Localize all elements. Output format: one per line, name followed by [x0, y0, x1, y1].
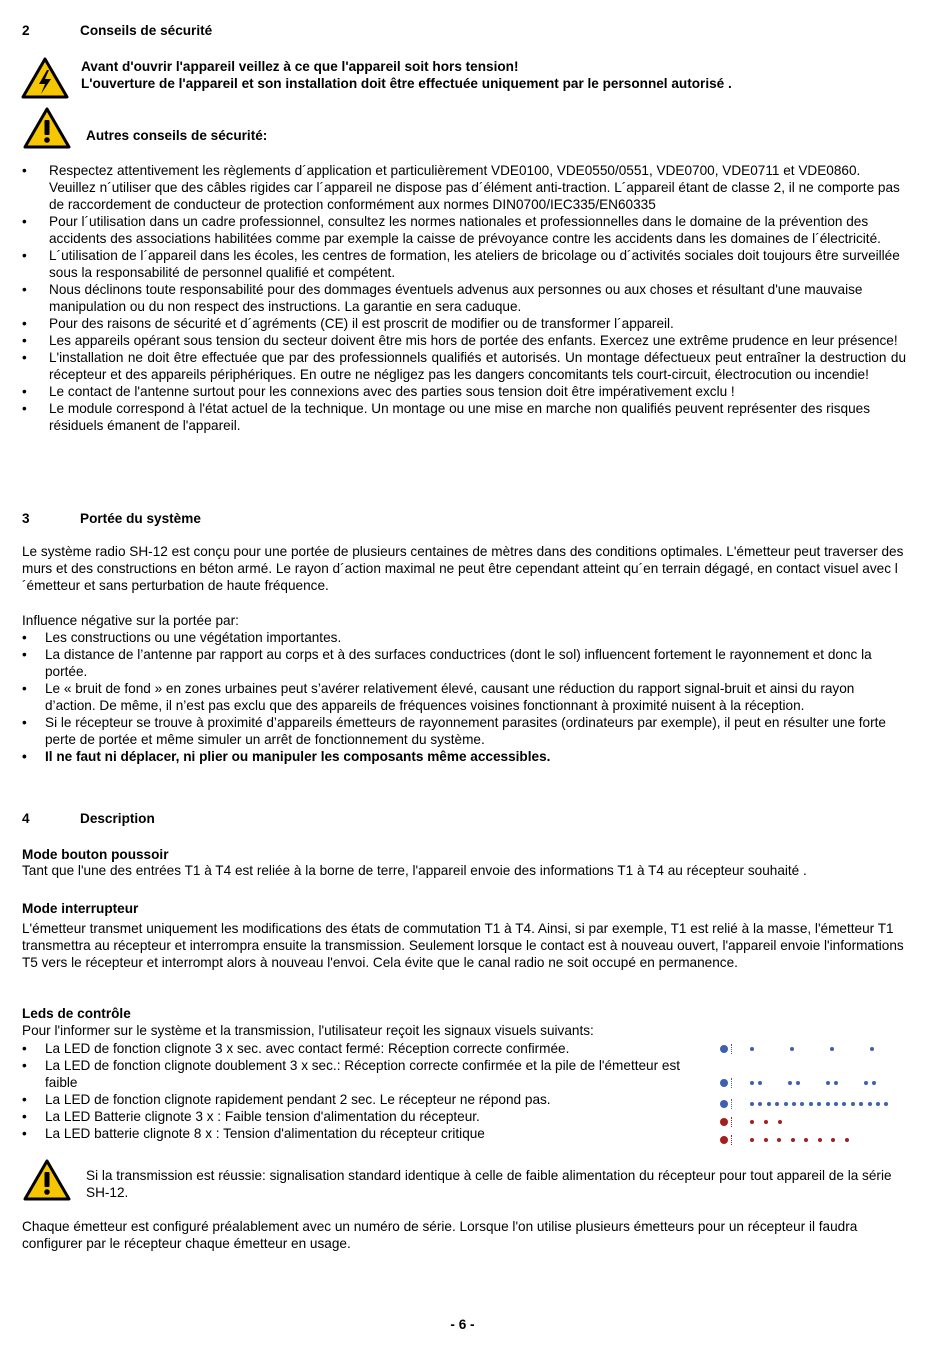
transmission-note: Si la transmission est réussie: signalisation standard identique à celle de faible alimentation du récepteur pour tout appareil de la série SH-12.	[86, 1168, 892, 1200]
led-blink-dot	[775, 1102, 779, 1106]
list-item: • L´utilisation de l´appareil dans les écoles, les centres de formation, les ateliers de bricolage ou d´activités sociales doit toujours être surveillée sous la responsabilité de personnel qualifié et compétent.	[22, 247, 906, 281]
led-blink-dot	[777, 1138, 781, 1142]
section-title: Portée du système	[80, 511, 201, 526]
list-item: • Le « bruit de fond » en zones urbaines peut s’avérer relativement élevé, causant une réduction du rapport signal-bruit et ainsi du rayon d’action. De même, il n’est pas exclu que des appareils de fréquences voisines fonctionnant à proximité nuisent à la réception.	[22, 680, 906, 714]
led-blink-dot	[859, 1102, 863, 1106]
led-icon	[720, 1079, 728, 1087]
warning-line-2: L'ouverture de l'appareil et son installation doit être effectuée uniquement par le personnel autorisé .	[81, 76, 732, 91]
led-blink-dot	[817, 1102, 821, 1106]
list-item: • Le module correspond à l'état actuel de la technique. Un montage ou une mise en marche non qualifiés peuvent représenter des risques résiduels émanent de l'appareil.	[22, 400, 906, 434]
leds-intro: Pour l'informer sur le système et la transmission, l'utilisateur reçoit les signaux visuels suivants:	[22, 1023, 594, 1038]
section-number: 4	[22, 811, 30, 826]
led-blink-dot	[834, 1102, 838, 1106]
led-rays	[731, 1117, 738, 1127]
led-blink-dot	[870, 1047, 874, 1051]
list-item: • Les constructions ou une végétation importantes.	[22, 629, 906, 646]
led-blink-dot	[830, 1047, 834, 1051]
led-rays	[731, 1044, 738, 1054]
led-blink-dot	[800, 1102, 804, 1106]
leds-title: Leds de contrôle	[22, 1006, 131, 1021]
section-2-heading	[22, 22, 422, 39]
led-icon	[720, 1045, 728, 1053]
led-blink-dot	[876, 1102, 880, 1106]
range-paragraph: Le système radio SH-12 est conçu pour une portée de plusieurs centaines de mètres dans des conditions optimales. L'émetteur peut traverser des murs et des constructions en béton armé. Le rayon d´action maximal ne peut être cependant atteint qu´en terrain dégagé, en contact visuel avec l´émetteur et sans perturbation de haute fréquence.	[22, 544, 904, 593]
list-item-bold: • Il ne faut ni déplacer, ni plier ou manipuler les composants même accessibles.	[22, 748, 906, 765]
final-paragraph: Chaque émetteur est configuré préalablement avec un numéro de série. Lorsque l'on utilise plusieurs émetteurs pour un récepteur il faudra configurer par le récepteur chaque émetteur en usage.	[22, 1219, 858, 1251]
led-blink-dot	[791, 1138, 795, 1142]
led-blink-dot	[764, 1138, 768, 1142]
range-influence-intro: Influence négative sur la portée par:	[22, 613, 239, 628]
led-blink-pattern	[720, 1096, 890, 1113]
other-safety-heading: Autres conseils de sécurité:	[86, 128, 268, 143]
section-3-heading	[22, 510, 422, 527]
list-item: • La LED de fonction clignote doublement 3 x sec.: Réception correcte confirmée et la pile de l'émetteur est faible	[22, 1057, 712, 1091]
led-icon	[720, 1136, 728, 1144]
list-item: • Respectez attentivement les règlements d´application et particulièrement VDE0100, VDE0550/0551, VDE0700, VDE0711 et VDE0860. Veuillez n´utiliser que des câbles rigides car l´appareil ne dispose pas d´élément anti-traction. L´appareil étant de classe 2, il ne comporte pas de raccordement de conducteur de protection conformément aux normes DIN0700/IEC335/EN60335	[22, 162, 906, 213]
led-blink-dot	[834, 1081, 838, 1085]
led-blink-dot	[872, 1081, 876, 1085]
led-blink-pattern	[720, 1075, 890, 1092]
led-blink-dot	[818, 1138, 822, 1142]
led-blink-dot	[750, 1138, 754, 1142]
mode-pushbutton-text: Tant que l'une des entrées T1 à T4 est reliée à la borne de terre, l'appareil envoie des informations T1 à T4 au récepteur souhaité .	[22, 863, 807, 878]
led-blink-dot	[845, 1138, 849, 1142]
led-icon	[720, 1118, 728, 1126]
led-blink-dot	[788, 1081, 792, 1085]
led-blink-dot	[764, 1120, 768, 1124]
led-blink-dot	[864, 1081, 868, 1085]
led-rays	[731, 1099, 738, 1109]
section-title: Conseils de sécurité	[80, 23, 213, 38]
list-item: • Pour des raisons de sécurité et d´agréments (CE) il est proscrit de modifier ou de transformer l´appareil.	[22, 315, 906, 332]
section-4-heading	[22, 810, 422, 827]
led-blink-dot	[790, 1047, 794, 1051]
led-blink-dot	[758, 1081, 762, 1085]
led-blink-dot	[750, 1047, 754, 1051]
list-item: • Nous déclinons toute responsabilité pour des dommages éventuels advenus aux personnes ou aux choses et résultant d'une mauvaise manipulation ou du non respect des instructions. La garantie en sera caduque.	[22, 281, 906, 315]
leds-list	[22, 1040, 712, 1142]
led-blink-dot	[809, 1102, 813, 1106]
list-item: • Les appareils opérant sous tension du secteur doivent être mis hors de portée des enfants. Exercez une extrême prudence en leur présence!	[22, 332, 906, 349]
led-blink-dot	[826, 1081, 830, 1085]
led-blink-dot	[758, 1102, 762, 1106]
led-blink-dot	[767, 1102, 771, 1106]
led-blink-pattern	[720, 1041, 890, 1058]
led-blink-dot	[750, 1081, 754, 1085]
list-item: • L'installation ne doit être effectuée que par des professionnels qualifiés et autorisés. Un montage défectueux peut entraîner la destruction du récepteur et des appareils périphériques. En outre ne négligez pas les dangers concomitants tels court-circuit, électrocution ou incendie!	[22, 349, 906, 383]
led-blink-dot	[784, 1102, 788, 1106]
led-blink-dot	[851, 1102, 855, 1106]
safety-list	[22, 162, 906, 434]
mode-switch-text: L'émetteur transmet uniquement les modifications des états de commutation T1 à T4. Ainsi, si par exemple, T1 est relié à la masse, l'émetteur T1 transmettra au récepteur et interrompra ensuite la transmission. Seulement lorsque le contact est à nouveau ouvert, l'appareil envoie l'informations T5 vers le récepteur et interrompt alors à nouveau l'envoi. Cela évite que le canal radio ne soit occupé en permanence.	[22, 921, 904, 970]
led-blink-dot	[804, 1138, 808, 1142]
led-rays	[731, 1078, 738, 1088]
section-title: Description	[80, 811, 155, 826]
led-blink-dot	[831, 1138, 835, 1142]
section-number: 3	[22, 511, 30, 526]
list-item: • La LED batterie clignote 8 x : Tension d'alimentation du récepteur critique	[22, 1125, 712, 1142]
led-icon	[720, 1100, 728, 1108]
led-blink-dot	[778, 1120, 782, 1124]
led-blink-dot	[750, 1120, 754, 1124]
led-blink-dot	[868, 1102, 872, 1106]
led-blink-dot	[796, 1081, 800, 1085]
page-number: - 6 -	[450, 1317, 475, 1332]
led-blink-pattern	[720, 1132, 890, 1149]
list-item: • La LED de fonction clignote 3 x sec. avec contact fermé: Réception correcte confirmée.	[22, 1040, 712, 1057]
section-number: 2	[22, 23, 30, 38]
warning-icon	[22, 106, 72, 150]
led-rays	[731, 1135, 738, 1145]
led-blink-pattern	[720, 1114, 890, 1131]
led-blink-dot	[842, 1102, 846, 1106]
led-blink-dot	[884, 1102, 888, 1106]
electric-hazard-icon	[20, 56, 70, 100]
list-item: • La LED de fonction clignote rapidement pendant 2 sec. Le récepteur ne répond pas.	[22, 1091, 712, 1108]
mode-switch-title: Mode interrupteur	[22, 901, 139, 916]
led-blink-dot	[750, 1102, 754, 1106]
warning-line-1: Avant d'ouvrir l'appareil veillez à ce que l'appareil soit hors tension!	[81, 59, 519, 74]
list-item: • Pour l´utilisation dans un cadre professionnel, consultez les normes nationales et professionnelles dans le domaine de la prévention des accidents des associations habilitées comme par exemple la caisse de prévoyance contre les accidents dans les domaines de l´électricité.	[22, 213, 906, 247]
list-item: • Le contact de l'antenne surtout pour les connexions avec des parties sous tension doit être impérativement exclu !	[22, 383, 906, 400]
list-item: • La distance de l’antenne par rapport au corps et à des surfaces conductrices (dont le sol) influencent fortement le rayonnement et donc la portée.	[22, 646, 906, 680]
mode-pushbutton-title: Mode bouton poussoir	[22, 847, 169, 862]
list-item: • Si le récepteur se trouve à proximité d’appareils émetteurs de rayonnement parasites (ordinateurs par exemple), il peut en résulter une forte perte de portée et même simuler un arrêt de fonctionnement du système.	[22, 714, 906, 748]
list-item: • La LED Batterie clignote 3 x : Faible tension d'alimentation du récepteur.	[22, 1108, 712, 1125]
led-blink-dot	[792, 1102, 796, 1106]
warning-icon	[22, 1158, 72, 1202]
led-blink-dot	[826, 1102, 830, 1106]
range-influence-list	[22, 629, 906, 765]
